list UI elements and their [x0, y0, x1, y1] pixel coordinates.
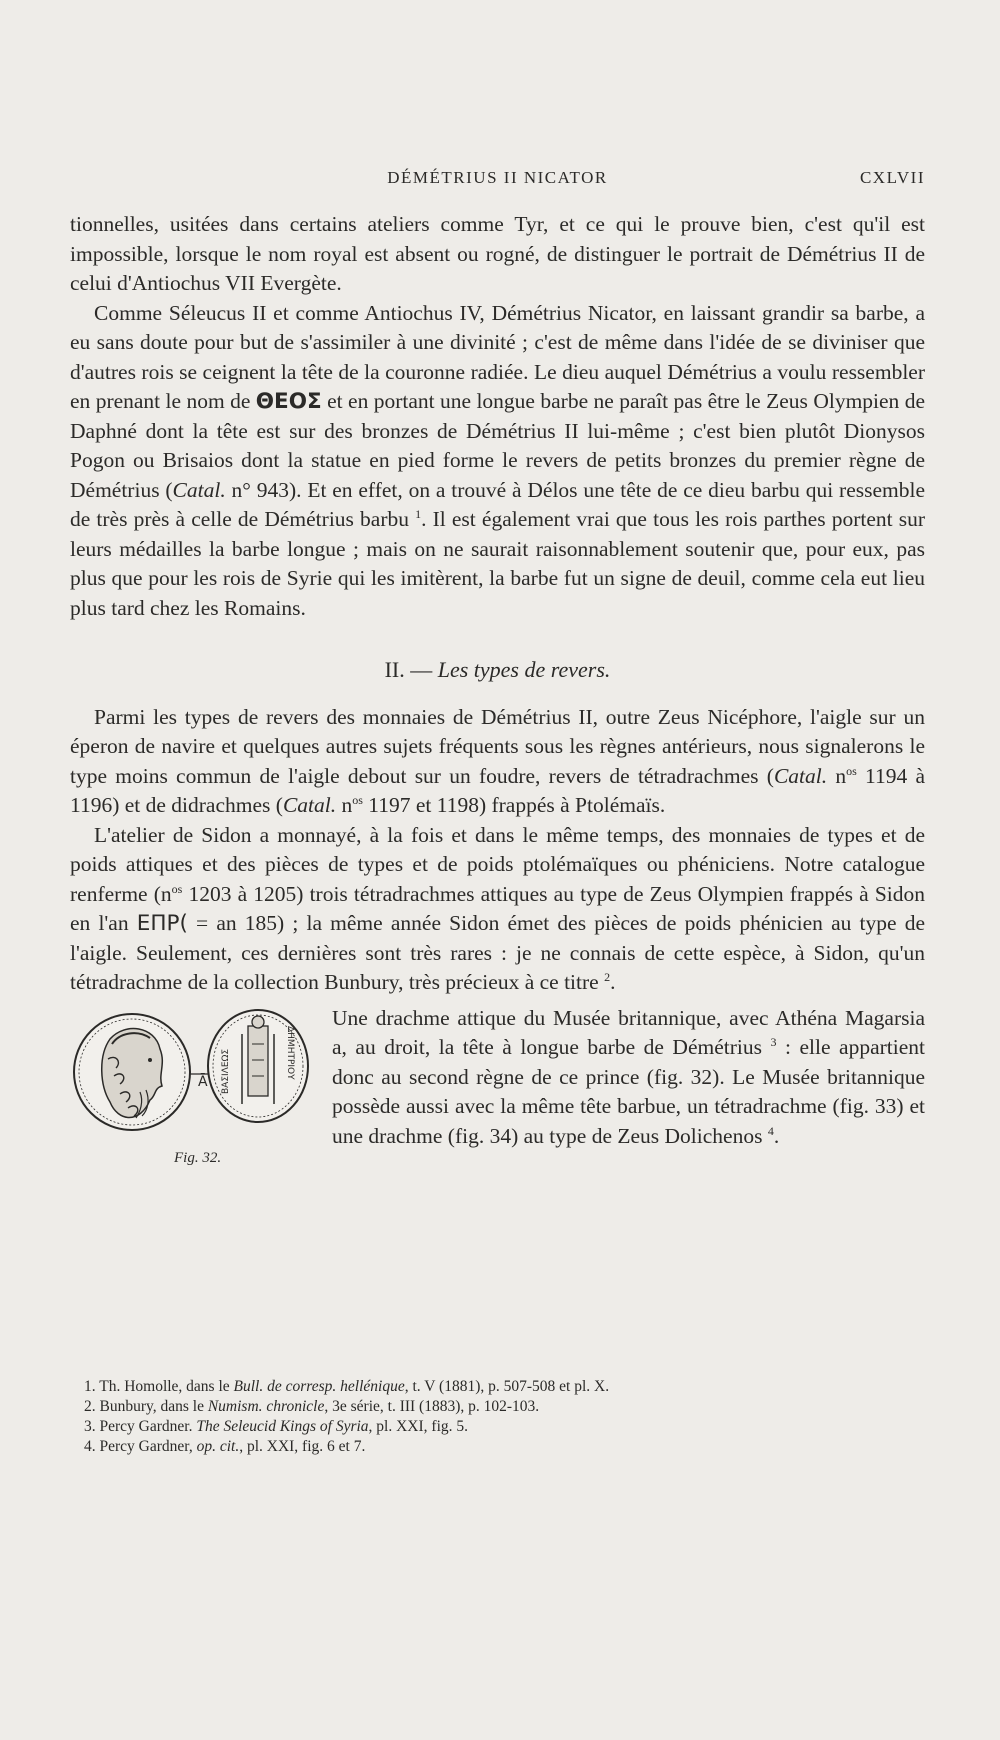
coin-obverse	[74, 1014, 190, 1130]
footnote-3: 3. Percy Gardner. The Seleucid Kings of Syria, pl. XXI, fig. 5.	[84, 1418, 468, 1435]
coin-reverse	[208, 1010, 308, 1122]
footnote-4: 4. Percy Gardner, op. cit., pl. XXI, fig. 6 et 7.	[84, 1438, 366, 1455]
paragraph-3: Parmi les types de revers des monnaies de Démétrius II, outre Zeus Nicéphore, l'aigle sur un éperon de navire et quelques autres sujets fréquents sous les règnes antérieurs, nous signalerons le type moins commun de l'aigle debout sur un foudre, revers de tétradrachmes (Catal. $n^{os}$ 1194 à 1196) et de didrachmes (Catal. $n^{os}$ 1197 et 1198) frappés à Ptolémaïs.	[70, 704, 926, 817]
figure-caption: Fig. 32.	[174, 1149, 222, 1166]
greek-word: ΘΕΟΣ	[255, 389, 322, 414]
greek-date: ΕΠΡ(	[136, 911, 188, 936]
paragraph-5: Une drachme attique du Musée britannique, avec Athéna Magarsia a, au droit, la tête à longue barbe de Démétrius $^3$ : elle appartient donc au second règne de ce prince (fig. 32). Le Musée britannique possède aussi avec la même tête barbue, un tétradrachme (fig. 33) et une drachme (fig. 34) au type de Zeus Dolichenos $^4$.	[332, 1005, 925, 1148]
coin-monogram: Ā	[198, 1073, 208, 1090]
footnote-ref-3[interactable]: 3	[770, 1034, 777, 1049]
footnote-2: 2. Bunbury, dans le Numism. chronicle, 3e série, t. III (1883), p. 102-103.	[84, 1398, 540, 1415]
coin-legend-left: ΒΑΣΙΛΕΩΣ	[221, 1048, 231, 1094]
main-text	[70, 210, 925, 1209]
footnote-ref-2[interactable]: 2	[604, 969, 611, 984]
paragraph-1: tionnelles, usitées dans certains ateliers comme Tyr, et ce qui le prouve bien, c'est qu'il est impossible, lorsque le nom royal est absent ou rogné, de distinguer le portrait de Démétrius II de celui d'Antiochus VII Evergète.	[70, 212, 925, 295]
running-title: DÉMÉTRIUS II NICATOR	[387, 168, 608, 187]
paragraph-2: Comme Séleucus II et comme Antiochus IV, Démétrius Nicator, en laissant grandir sa barbe, a eu sans doute pour but de s'assimiler à une divinité ; c'est de même dans l'idée de se diviniser que d'autres rois se ceignent la tête de la couronne radiée. Le dieu auquel Démétrius a voulu ressembler en prenant le nom de ΘΕΟΣ et en portant une longue barbe ne paraît pas être le Zeus Olympien de Daphné dont la tête est sur des bronzes de Démétrius II lui-même ; c'est bien plutôt Dionysos Pogon ou Brisaios dont la statue en pied forme le revers de petits bronzes du premier règne de Démétrius (Catal. n° 943). Et en effet, on a trouvé à Délos une tête de ce dieu barbu qui ressemble de très près à celle de Démétrius barbu $^1$. Il est également vrai que tous les rois parthes portent sur leurs médailles la barbe longue ; mais on ne saurait raisonnablement soutenir que, pour eux, pas plus que pour les rois de Syrie qui les imitèrent, la barbe fut un signe de deuil, comme cela eut lieu plus tard chez les Romains.	[70, 300, 925, 620]
footnotes	[84, 1377, 904, 1457]
coin-legend-right: ΔΗΜΗΤΡΙΟΥ	[285, 1025, 295, 1080]
paragraph-4: L'atelier de Sidon a monnayé, à la fois et dans le même temps, des monnaies de types et de poids attiques et des pièces de types et de poids ptolémaïques ou phéniciens. Notre catalogue renferme ($n^{os}$ 1203 à 1205) trois tétradrachmes attiques au type de Zeus Olympien frappés à Sidon en l'an ΕΠΡ( = an 185) ; la même année Sidon émet des pièces de poids phénicien au type de l'aigle. Seulement, ces dernières sont très rares : je ne connais de cette espèce, à Sidon, qu'un tétradrachme de la collection Bunbury, très précieux à ce titre $^2$.	[70, 822, 925, 994]
section-heading: II. — Les types de revers.	[384, 657, 611, 682]
running-header	[70, 168, 925, 194]
figure-block	[70, 1004, 925, 1209]
footnote-ref-1[interactable]: 1	[415, 506, 422, 521]
page-number: CXLVII	[859, 168, 925, 187]
footnote-1: 1. Th. Homolle, dans le Bull. de corresp. hellénique, t. V (1881), p. 507-508 et pl. X.	[84, 1378, 610, 1395]
coin-illustration	[70, 1004, 320, 1144]
footnote-ref-4[interactable]: 4	[767, 1123, 774, 1138]
coin-figure	[70, 1004, 320, 1164]
